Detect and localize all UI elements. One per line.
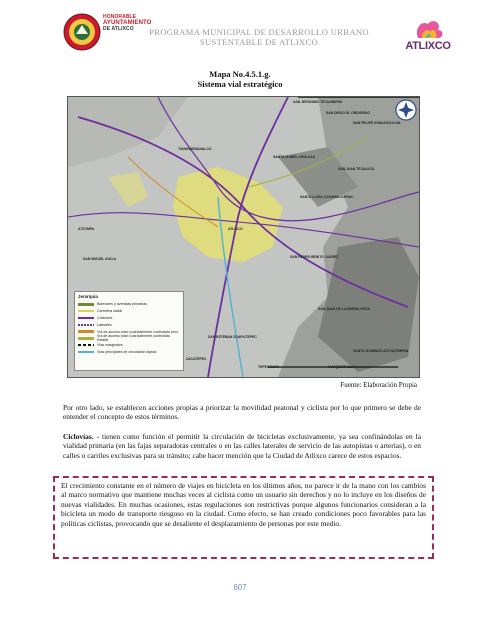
document-header-title: PROGRAMA MUNICIPAL DE DESARROLLO URBANO SUSTENTABLE DE ATLIXCO [149, 27, 369, 47]
map-label: SAN ESTEBAN ZOAPILTEPEC [208, 335, 257, 339]
legend-item: Laterales [78, 321, 180, 328]
page-number: 607 [233, 583, 247, 592]
atlixco-brand-word: ATLIXCO [405, 40, 451, 52]
map-legend [74, 291, 184, 371]
map-label: ATLIXCO [228, 227, 243, 231]
legend-item: Bulevares y avenidas primarias [78, 301, 180, 308]
map-label: SAN JERÓNIMO TECUANIPAN [293, 100, 343, 104]
map-source-caption: Fuente: Elaboración Propia [340, 381, 417, 389]
legend-swatch [78, 324, 94, 327]
term-ciclovias: Ciclovías. [63, 432, 94, 441]
paragraph-intro: Por otro lado, se establecen acciones propias a priorizar la movilidad peatonal y ciclista por lo que primero se debe de entender el concepto de estos términos. [63, 403, 421, 422]
council-name: HONORABLE AYUNTAMIENTO DE ATLIXCO [103, 14, 152, 32]
legend-item: Vía de acceso total o parcialmente controlado prov. [78, 328, 180, 335]
map-label: ZACATEPEC [186, 357, 207, 361]
legend-item: Vías marginales [78, 342, 180, 349]
legend-title: Jerarquía [78, 294, 98, 299]
legend-swatch [78, 351, 94, 354]
map-label: TIANGUISMANALCO [178, 147, 212, 151]
map-label: SANTO DOMINGO ATOYATEMPAN [353, 349, 409, 353]
map-title: Mapa No.4.5.1.g. Sistema vial estratégico [197, 69, 283, 89]
legend-item: Carretera radial [78, 308, 180, 315]
legend-item: Vía de acceso total o parcialmente controlado Estatal [78, 335, 180, 342]
map-label: SAN MIGUEL AYALA [83, 257, 117, 261]
map-label: SAN PEDRO BENITO JUÁREZ [290, 255, 339, 259]
map-label: TEPEOJUMA [258, 365, 280, 369]
map-label: SAN FELIPE XONACAYUCAN [353, 121, 401, 125]
municipal-seal-logo [62, 12, 102, 52]
legend-item: Colectora [78, 315, 180, 322]
legend-swatch [78, 310, 94, 313]
map-label: SAN JUAN TEJALUCA [338, 167, 375, 171]
paragraph-highlighted: El crecimiento constante en el número de viajes en bicicleta en los últimos años, no parece ir de la mano con los cambios al marco normativo que mantiene muchas veces al ciclista como un usuario sin derechos y no lo incluye en los diseños de nuevas vialidades. En muchas ocasiones, estas regulaciones son restrictivas porque algunos funcionarios consideran a la bicicleta un modo de transporte riesgoso en la ciudad. Como efecto, se han creado condiciones poco favorables para las políticas ciclistas, provocando que se desaliente el desplazamiento de personas por este medio. [61, 481, 426, 528]
highlighted-box [53, 476, 434, 559]
legend-item: Vías principales de circulación rápida [78, 349, 180, 356]
map-label: SANTA ISABEL CHOLULA [273, 155, 316, 159]
legend-swatch [78, 337, 94, 340]
legend-swatch [78, 330, 94, 333]
map-label: SAN JUAN DE LA BUENA VISTA [318, 307, 370, 311]
legend-swatch [78, 303, 94, 306]
map-label: SANTA LUCÍA COSAMALOAPAN [300, 195, 353, 199]
paragraph-ciclovias: Ciclovías. - tienen como función el permitir la circulación de bicicletas exclusivamente, ya sea confinándolas en la vialidad primaria (en las fajas separadoras centrales o en las calles laterales de servicio de las autopistas o arterias), o en calles o carriles exclusivas para su tránsito; cabe hacer mención que la Ciudad de Atlixco carece de estos espacios. [63, 432, 421, 460]
map-label: ATZOMPA [78, 227, 95, 231]
legend-swatch [78, 344, 94, 347]
map-label: SAN DIEGO EL ORDORIGO [326, 111, 371, 115]
legend-swatch [78, 317, 94, 320]
map-label: HUAQUECHULA [328, 365, 355, 369]
